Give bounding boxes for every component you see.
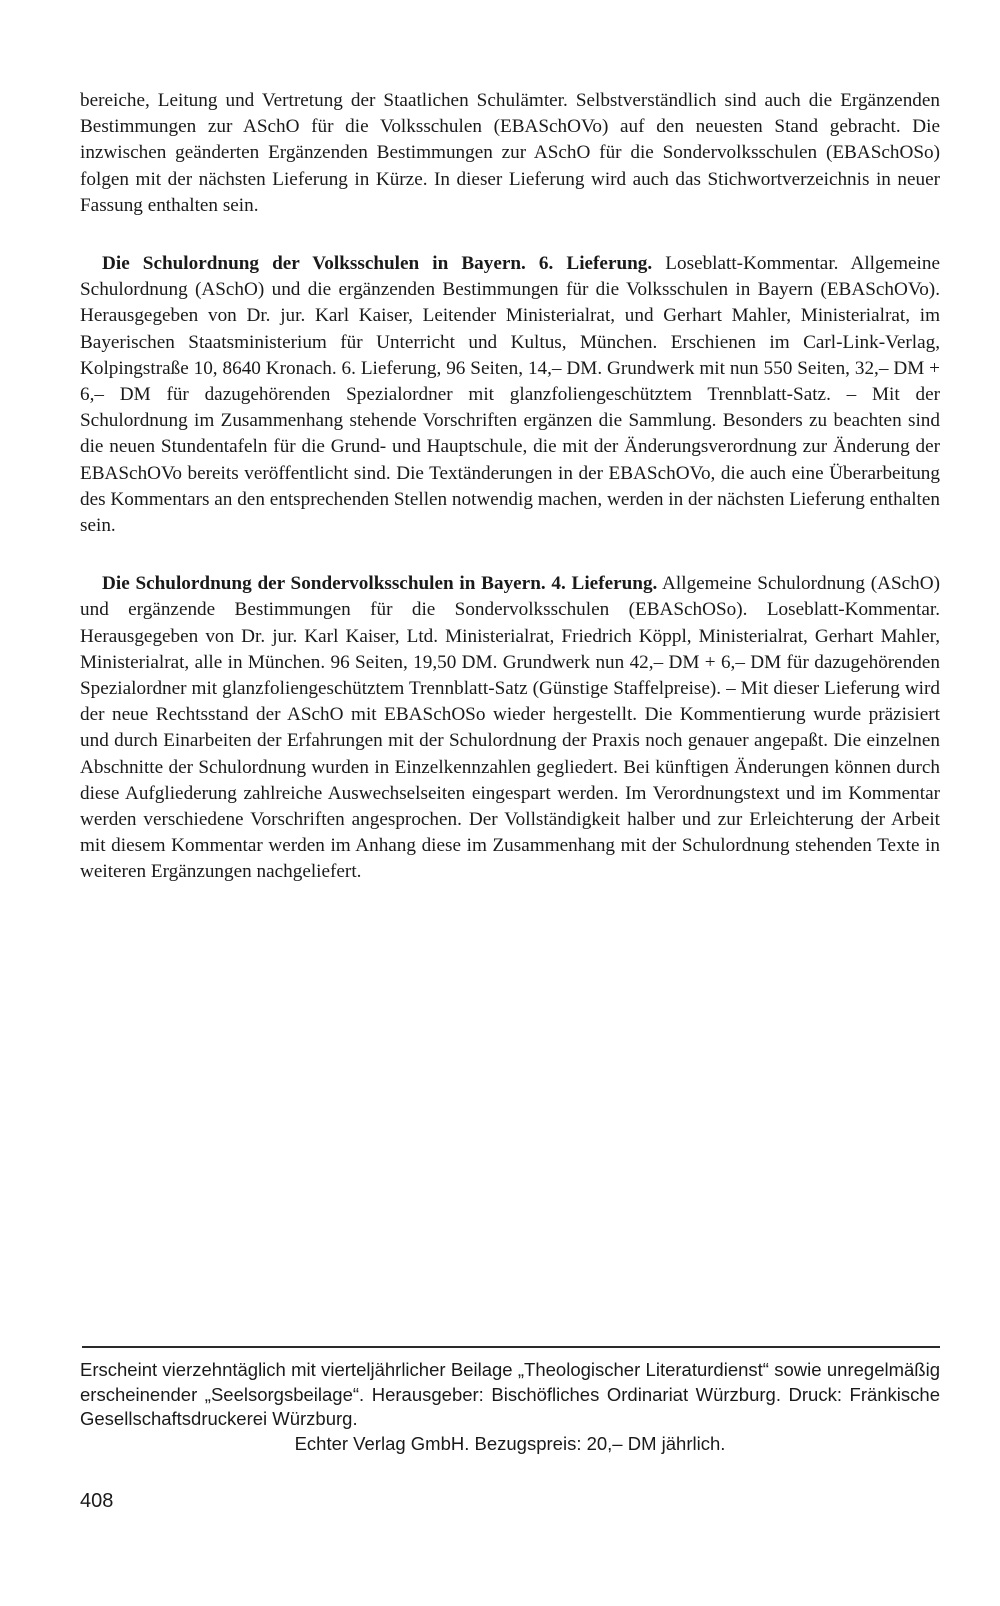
page-body xyxy=(80,88,940,886)
review-title: Die Schulordnung der Volksschulen in Bayern. 6. Lieferung. xyxy=(102,253,653,275)
imprint-footer xyxy=(80,1358,940,1456)
review-body: Loseblatt-Kommentar. Allgemeine Schulordnung (ASchO) und die ergänzenden Bestimmungen für die Volksschulen in Bayern (EBASchOVo). Herausgegeben von Dr. jur. Karl Kaiser, Leitender Ministerialrat, und Gerhart Mahler, Ministerialrat, im Bayerischen Staatsministerium für Unterricht und Kultus, München. Erschienen im Carl-Link-Verlag, Kolpingstraße 10, 8640 Kronach. 6. Lieferung, 96 Seiten, 14,– DM. Grundwerk mit nun 550 Seiten, 32,– DM + 6,– DM für dazugehörenden Spezialordner mit glanzfoliengeschütztem Trennblatt-Satz. – Mit der Schulordnung im Zusammenhang stehende Vorschriften ergänzen die Sammlung. Besonders zu beachten sind die neuen Stundentafeln für die Grund- und Hauptschule, die mit der Änderungsverordnung zur Änderung der EBASchOVo bereits veröffentlicht sind. Die Textänderungen in der EBASchOVo, die auch eine Überarbeitung des Kommentars an den entsprechenden Stellen notwendig machen, werden in der nächsten Lieferung enthalten sein. xyxy=(80,253,940,537)
footer-divider xyxy=(82,1346,940,1348)
review-entry-volksschulen xyxy=(80,251,940,539)
imprint-text: Erscheint vierzehntäglich mit vierteljährlicher Beilage „Theologischer Literaturdienst“ sowie unregelmäßig erscheinender „Seelsorgsbeilage“. Herausgeber: Bischöfliches Ordinariat Würzburg. Druck: Fränkische Gesellschaftsdruckerei Würzburg. xyxy=(80,1359,940,1429)
page-number: 408 xyxy=(80,1490,114,1512)
review-entry-sondervolksschulen xyxy=(80,571,940,885)
spacer xyxy=(80,539,940,571)
review-body: Allgemeine Schulordnung (ASchO) und ergänzende Bestimmungen für die Sondervolksschulen (EBASchOSo). Loseblatt-Kommentar. Herausgegeben von Dr. jur. Karl Kaiser, Ltd. Ministerialrat, Friedrich Köppl, Ministerialrat, Gerhart Mahler, Ministerialrat, alle in München. 96 Seiten, 19,50 DM. Grundwerk nun 42,– DM + 6,– DM für dazugehörenden Spezialordner mit glanzfoliengeschütztem Trennblatt-Satz (Günstige Staffelpreise). – Mit dieser Lieferung wird der neue Rechtsstand der ASchO mit EBASchOSo wieder hergestellt. Die Kommentierung wurde präzisiert und durch Einarbeiten der Erfahrungen mit der Schulordnung der Praxis noch genauer angepaßt. Die einzelnen Abschnitte der Schulordnung wurden in Einzelkennzahlen gegliedert. Bei künftigen Änderungen können durch diese Aufgliederung zahlreiche Auswechselseiten eingespart werden. Im Verordnungstext und im Kommentar werden verschiedene Vorschriften angesprochen. Der Vollständigkeit halber und zur Erleichterung der Arbeit mit diesem Kommentar werden im Anhang diese im Zusammenhang mit der Schulordnung stehenden Texte in weiteren Ergänzungen nachgeliefert. xyxy=(80,573,940,883)
review-title: Die Schulordnung der Sondervolksschulen in Bayern. 4. Lieferung. xyxy=(102,573,658,595)
imprint-last-line: Echter Verlag GmbH. Bezugspreis: 20,– DM jährlich. xyxy=(294,1432,726,1454)
spacer xyxy=(80,219,940,251)
continued-paragraph: bereiche, Leitung und Vertretung der Staatlichen Schulämter. Selbstverständlich sind auch die Ergänzenden Bestimmungen zur ASchO für die Volksschulen (EBASchOVo) auf den neuesten Stand gebracht. Die inzwischen geänderten Ergänzenden Bestimmungen zur ASchO für die Sondervolksschulen (EBASchOSo) folgen mit der nächsten Lieferung in Kürze. In dieser Lieferung wird auch das Stichwortverzeichnis in neuer Fassung enthalten sein. xyxy=(80,90,940,216)
